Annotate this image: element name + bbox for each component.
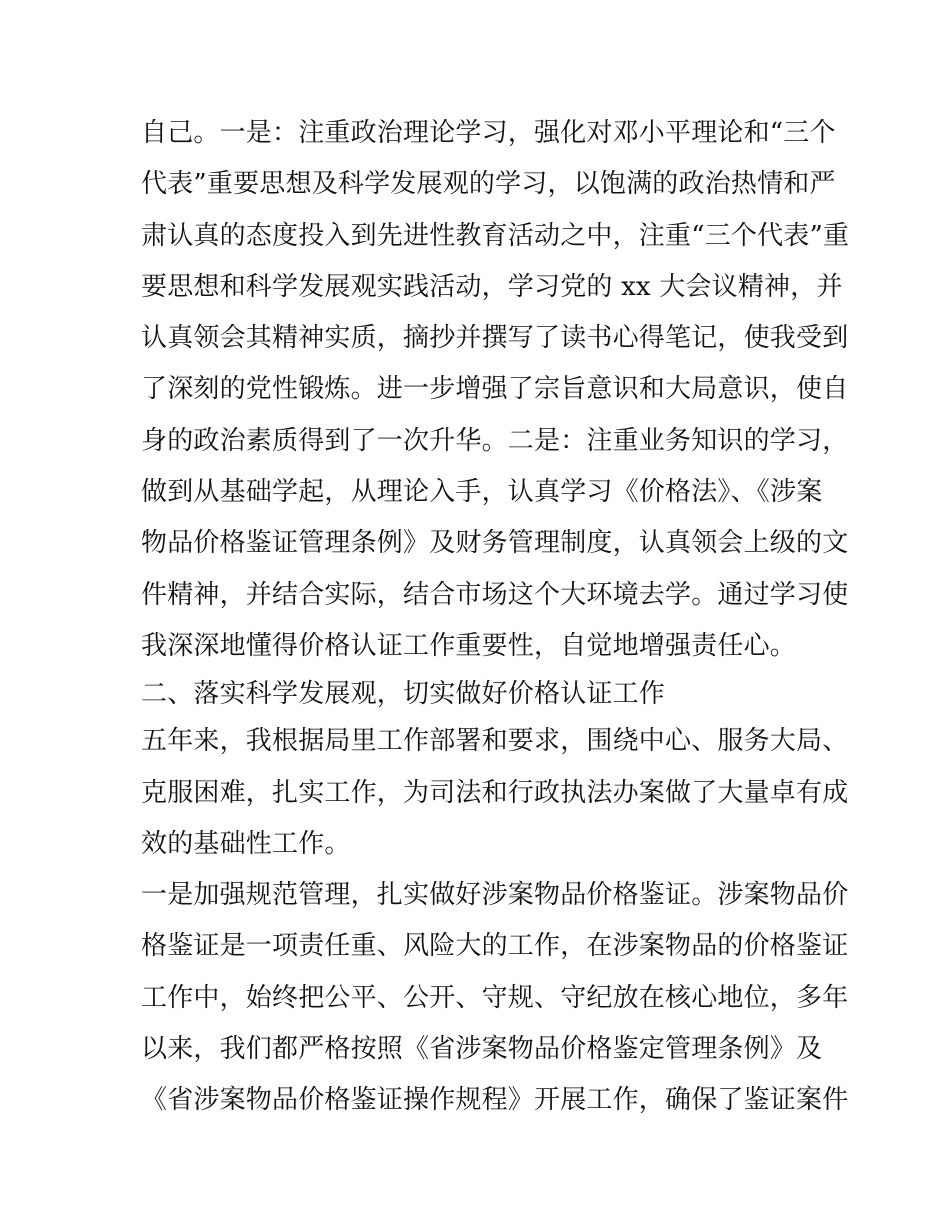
section-heading: 二、落实科学发展观，切实做好价格认证工作 [141, 679, 666, 710]
text-line: 了深刻的党性锻炼。进一步增强了宗旨意识和大局意识，使自 [141, 374, 849, 405]
text-line: 《省涉案物品价格鉴证操作规程》开展工作，确保了鉴证案件 [141, 1085, 849, 1116]
text-line: 效的基础性工作。 [141, 828, 351, 859]
text-line: 以来，我们都严格按照《省涉案物品价格鉴定管理条例》及 [141, 1034, 823, 1065]
text-line: 格鉴证是一项责任重、风险大的工作，在涉案物品的价格鉴证 [141, 931, 849, 962]
text-line: 肃认真的态度投入到先进性教育活动之中，注重“三个代表”重 [141, 220, 850, 251]
text-line: 我深深地懂得价格认证工作重要性，自觉地增强责任心。 [141, 630, 797, 661]
text-line: 认真领会其精神实质，摘抄并撰写了读书心得笔记，使我受到 [141, 323, 849, 354]
text-line: 五年来，我根据局里工作部署和要求，围绕中心、服务大局、 [141, 726, 849, 757]
text-line: 代表”重要思想及科学发展观的学习，以饱满的政治热情和严 [141, 169, 836, 200]
text-line: 件精神，并结合实际，结合市场这个大环境去学。通过学习使 [141, 579, 849, 610]
text-line: 一是加强规范管理，扎实做好涉案物品价格鉴证。涉案物品价 [141, 880, 849, 911]
body-text [141, 108, 850, 1127]
text-line: 物品价格鉴证管理条例》及财务管理制度，认真领会上级的文 [141, 528, 849, 559]
text-line: 克服困难，扎实工作，为司法和行政执法办案做了大量卓有成 [141, 777, 849, 808]
text-line: 要思想和科学发展观实践活动，学习党的 xx 大会议精神，并 [141, 271, 843, 302]
text-line: 工作中，始终把公平、公开、守规、守纪放在核心地位，多年 [141, 982, 849, 1013]
text-line: 做到从基础学起，从理论入手，认真学习《价格法》、《涉案 [141, 477, 823, 508]
text-line: 自己。一是：注重政治理论学习，强化对邓小平理论和“三个 [141, 118, 836, 148]
text-line: 身的政治素质得到了一次升华。二是：注重业务知识的学习， [141, 425, 849, 456]
